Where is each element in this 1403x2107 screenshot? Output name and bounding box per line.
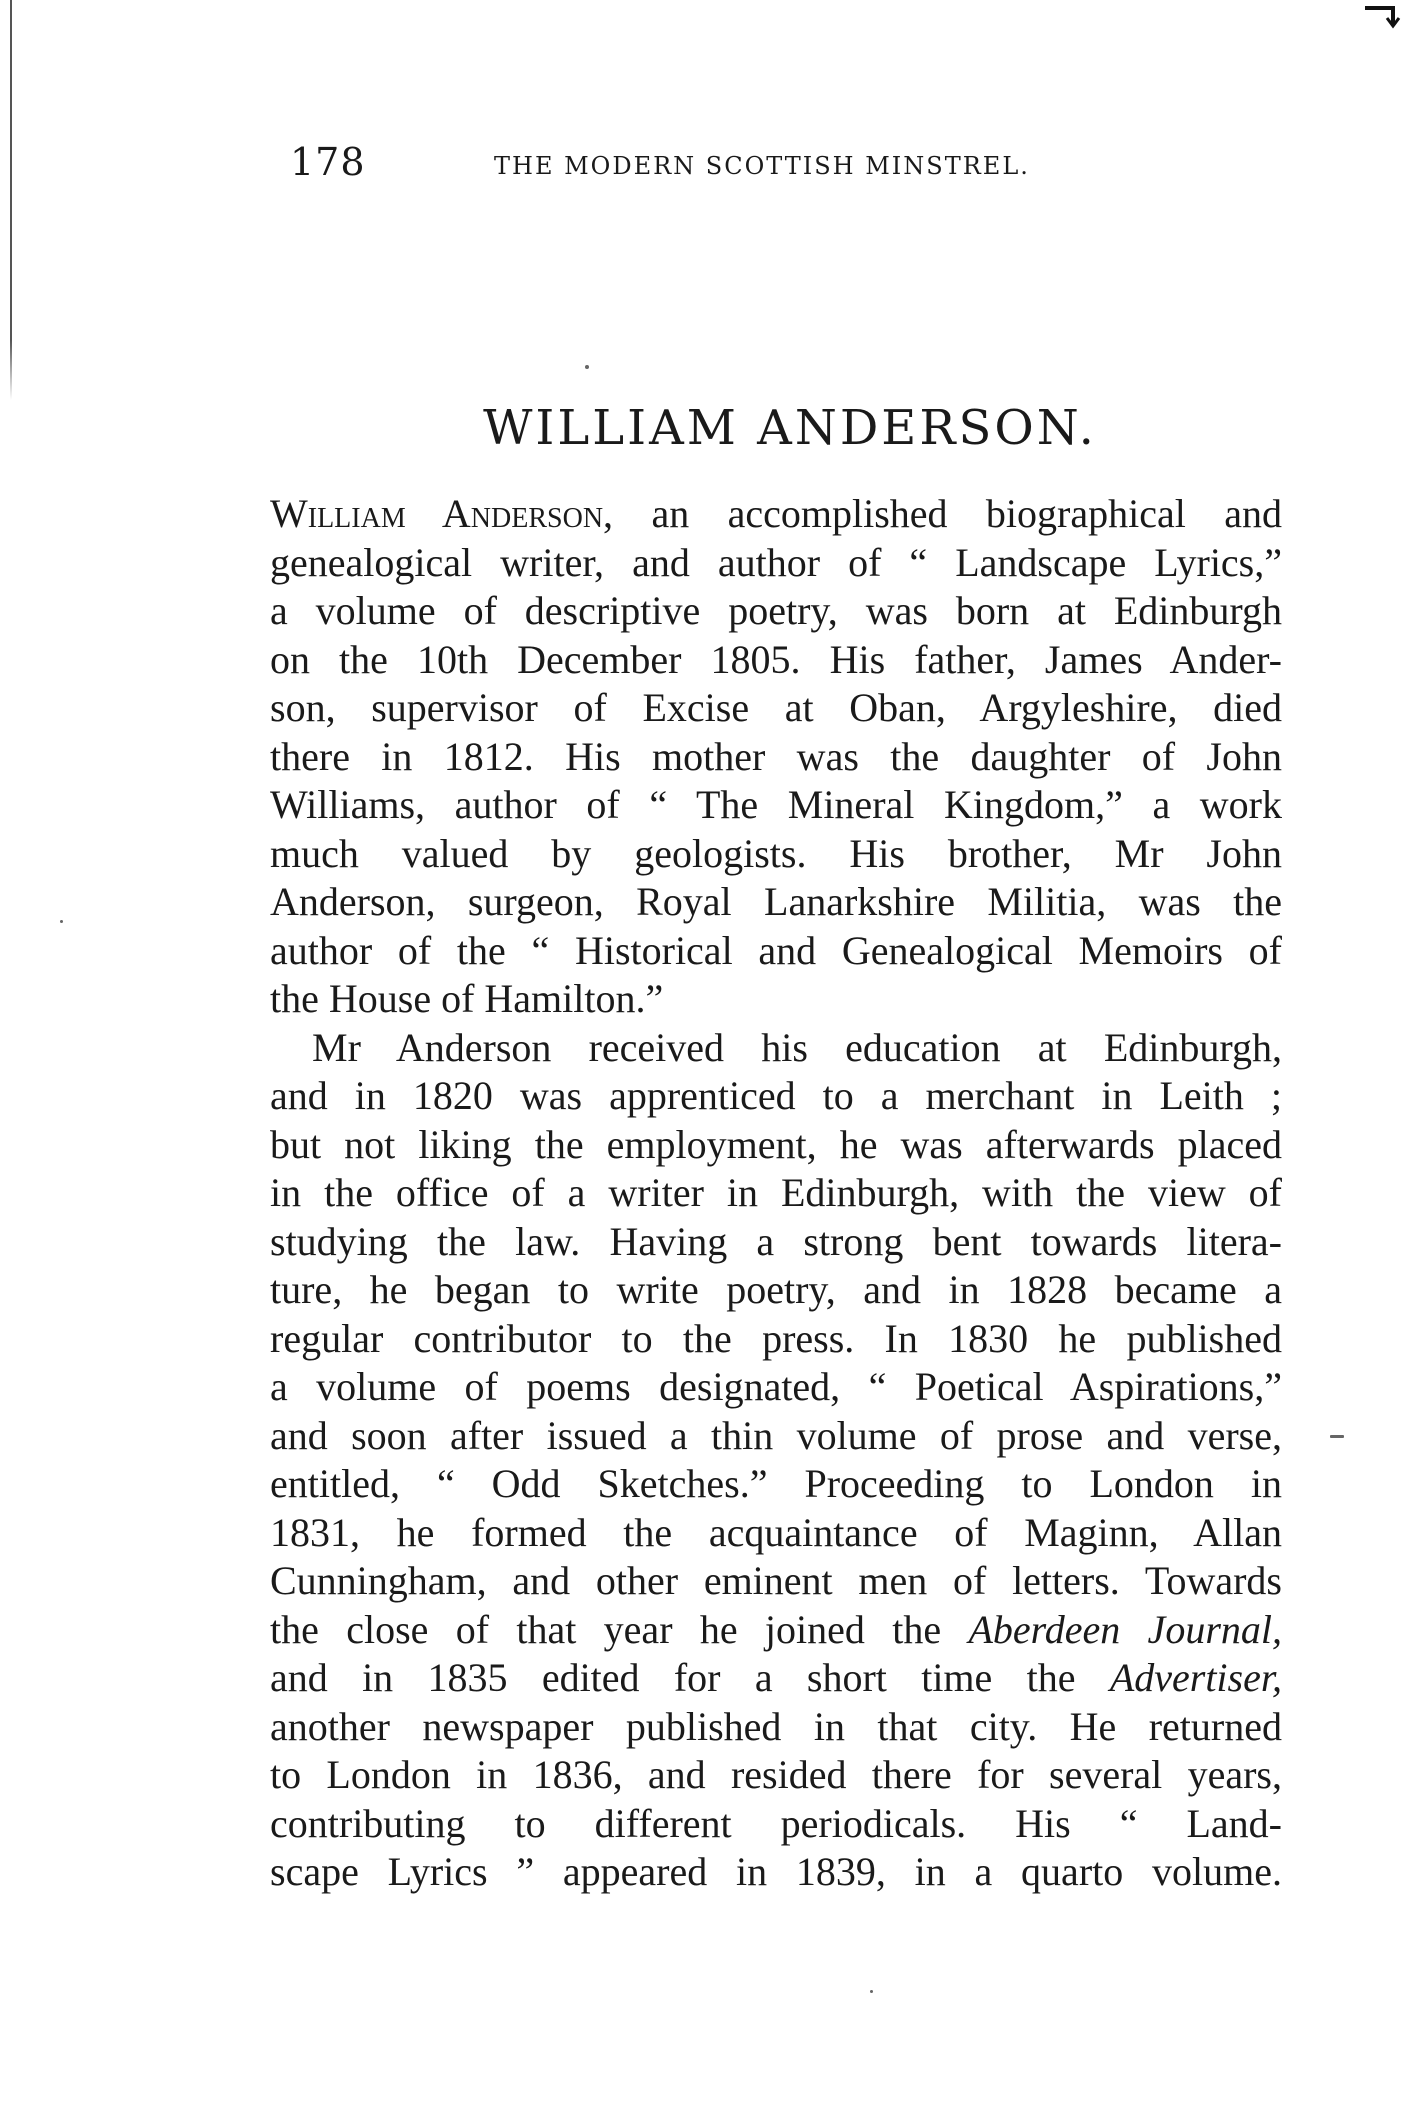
text-line: [270, 1654, 1282, 1703]
text-fragment: the close of that year he joined the: [270, 1606, 969, 1652]
running-title: THE MODERN SCOTTISH MINSTREL.: [494, 152, 1030, 180]
page-edge-line: [10, 0, 12, 400]
text-line: to London in 1836, and resided there for several years,: [270, 1752, 1282, 1797]
running-head: [290, 140, 1120, 190]
text-line: on the 10th December 1805. His father, James Ander-: [270, 636, 1282, 682]
page-number: 178: [290, 140, 366, 184]
print-speck: [1330, 1435, 1344, 1438]
text-line: 1831, he formed the acquaintance of Maginn, Allan: [270, 1509, 1282, 1555]
text-line: author of the “ Historical and Genealogical Memoirs of: [270, 927, 1282, 973]
text-line: Cunningham, and other eminent men of letters. Towards: [270, 1558, 1282, 1603]
text-line: Williams, author of “ The Mineral Kingdom,” a work: [270, 782, 1282, 827]
text-line: son, supervisor of Excise at Oban, Argyleshire, died: [270, 685, 1282, 730]
text-line: entitled, “ Odd Sketches.” Proceeding to London in: [270, 1461, 1282, 1506]
text-line: but not liking the employment, he was afterwards placed: [270, 1121, 1282, 1167]
text-line: a volume of poems designated, “ Poetical Aspirations,”: [270, 1364, 1282, 1409]
text-line: Anderson, surgeon, Royal Lanarkshire Militia, was the: [270, 879, 1282, 924]
body-text: [270, 490, 1282, 1897]
text-fragment: and in 1835 edited for a short time the: [270, 1655, 1110, 1700]
publication-title: Advertiser,: [1109, 1655, 1282, 1700]
text-line: and in 1820 was apprenticed to a merchant in Leith ;: [270, 1073, 1282, 1118]
text-line: contributing to different periodicals. His “ Land-: [270, 1800, 1282, 1846]
print-speck: [60, 920, 63, 923]
text-line: in the office of a writer in Edinburgh, with the view of: [270, 1170, 1282, 1215]
print-speck: [870, 1990, 873, 1993]
text-line: Mr Anderson received his education at Edinburgh,: [312, 1024, 1282, 1070]
text-line: genealogical writer, and author of “ Landscape Lyrics,”: [270, 539, 1282, 585]
text-line: and soon after issued a thin volume of prose and verse,: [270, 1412, 1282, 1458]
corner-mark: [1363, 4, 1401, 30]
text-line: the House of Hamilton.”: [270, 976, 664, 1021]
text-line: studying the law. Having a strong bent towards litera-: [270, 1218, 1282, 1264]
text-line: much valued by geologists. His brother, Mr John: [270, 830, 1282, 876]
print-speck: [585, 365, 589, 369]
chapter-heading: WILLIAM ANDERSON.: [483, 400, 1097, 456]
lead-rest: , an accomplished biographical and: [603, 491, 1282, 536]
text-line: ture, he began to write poetry, and in 1828 became a: [270, 1267, 1282, 1312]
text-line: another newspaper published in that city. He returned: [270, 1703, 1282, 1749]
lead-name: William Anderson: [270, 491, 604, 536]
text-line: [270, 490, 1282, 539]
text-line: regular contributor to the press. In 1830 he published: [270, 1315, 1282, 1361]
text-line: scape Lyrics ” appeared in 1839, in a quarto volume.: [270, 1849, 1282, 1894]
text-line: [270, 1606, 1282, 1655]
text-line: there in 1812. His mother was the daughter of John: [270, 733, 1282, 779]
publication-title: Aberdeen Journal,: [968, 1606, 1282, 1652]
text-line: a volume of descriptive poetry, was born at Edinburgh: [270, 588, 1282, 633]
